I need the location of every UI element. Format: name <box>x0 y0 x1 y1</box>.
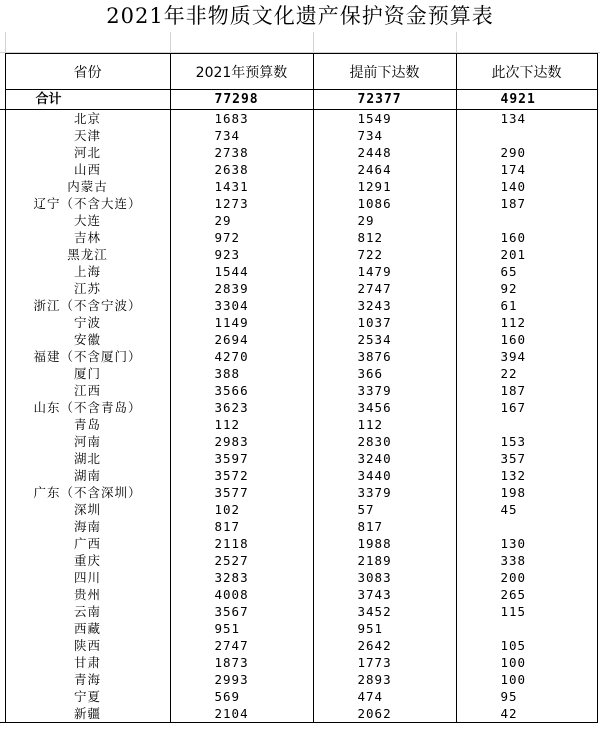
table-row <box>0 280 597 297</box>
table-row <box>0 552 597 569</box>
province-cell[interactable]: 北京 <box>5 110 170 128</box>
province-cell[interactable]: 宁波 <box>5 314 170 331</box>
province-cell[interactable]: 吉林 <box>5 229 170 246</box>
advance-cell[interactable]: 812 <box>313 229 456 246</box>
advance-cell[interactable]: 951 <box>313 620 456 637</box>
advance-cell[interactable]: 2534 <box>313 331 456 348</box>
province-cell[interactable]: 内蒙古 <box>5 178 170 195</box>
table-row <box>0 467 597 484</box>
current-cell[interactable]: 45 <box>456 501 597 518</box>
province-cell[interactable]: 浙江（不含宁波） <box>5 297 170 314</box>
header-cell-budget[interactable]: 2021年预算数 <box>170 54 313 90</box>
header-cell-current[interactable]: 此次下达数 <box>456 54 597 90</box>
advance-cell[interactable]: 3083 <box>313 569 456 586</box>
total-advance-cell[interactable]: 72377 <box>313 90 456 110</box>
table-row <box>0 569 597 586</box>
table-row <box>0 671 597 688</box>
budget-cell[interactable]: 923 <box>170 246 313 263</box>
current-cell[interactable]: 160 <box>456 331 597 348</box>
budget-cell[interactable]: 2638 <box>170 161 313 178</box>
advance-cell[interactable]: 2062 <box>313 705 456 723</box>
advance-cell[interactable]: 3240 <box>313 450 456 467</box>
province-cell[interactable]: 广东（不含深圳） <box>5 484 170 501</box>
table-row <box>0 586 597 603</box>
province-cell[interactable]: 福建（不含厦门） <box>5 348 170 365</box>
table-row <box>0 518 597 535</box>
current-cell[interactable]: 100 <box>456 671 597 688</box>
current-cell[interactable] <box>456 518 597 535</box>
advance-cell[interactable]: 29 <box>313 212 456 229</box>
advance-cell[interactable]: 2642 <box>313 637 456 654</box>
province-cell[interactable]: 天津 <box>5 127 170 144</box>
budget-cell[interactable]: 2738 <box>170 144 313 161</box>
current-cell[interactable]: 61 <box>456 297 597 314</box>
table-row <box>0 178 597 195</box>
table-row <box>0 637 597 654</box>
budget-cell[interactable]: 3597 <box>170 450 313 467</box>
advance-cell[interactable]: 2747 <box>313 280 456 297</box>
budget-cell[interactable]: 388 <box>170 365 313 382</box>
budget-cell[interactable]: 2747 <box>170 637 313 654</box>
budget-cell[interactable]: 1544 <box>170 263 313 280</box>
sheet-title: 2021年非物质文化遗产保护资金预算表 <box>106 4 494 28</box>
province-cell[interactable]: 四川 <box>5 569 170 586</box>
province-cell[interactable]: 西藏 <box>5 620 170 637</box>
current-cell[interactable]: 112 <box>456 314 597 331</box>
advance-cell[interactable]: 3440 <box>313 467 456 484</box>
current-cell[interactable]: 92 <box>456 280 597 297</box>
budget-cell[interactable]: 1273 <box>170 195 313 212</box>
current-cell[interactable]: 132 <box>456 467 597 484</box>
budget-cell[interactable]: 3567 <box>170 603 313 620</box>
header-row <box>0 54 597 90</box>
table-row <box>0 297 597 314</box>
current-cell[interactable]: 22 <box>456 365 597 382</box>
budget-cell[interactable]: 2527 <box>170 552 313 569</box>
total-current-cell[interactable]: 4921 <box>456 90 597 110</box>
header-cell-province[interactable]: 省份 <box>5 54 170 90</box>
table-row <box>0 110 597 128</box>
current-cell[interactable]: 200 <box>456 569 597 586</box>
province-cell[interactable]: 云南 <box>5 603 170 620</box>
budget-cell[interactable]: 1431 <box>170 178 313 195</box>
advance-cell[interactable]: 3379 <box>313 382 456 399</box>
current-cell[interactable] <box>456 620 597 637</box>
advance-cell[interactable]: 734 <box>313 127 456 144</box>
advance-cell[interactable]: 3452 <box>313 603 456 620</box>
advance-cell[interactable]: 1773 <box>313 654 456 671</box>
budget-cell[interactable]: 1873 <box>170 654 313 671</box>
province-cell[interactable]: 江西 <box>5 382 170 399</box>
total-row <box>0 90 597 110</box>
budget-cell[interactable]: 3577 <box>170 484 313 501</box>
budget-cell[interactable]: 112 <box>170 416 313 433</box>
advance-cell[interactable]: 3743 <box>313 586 456 603</box>
budget-cell[interactable]: 3623 <box>170 399 313 416</box>
table-row <box>0 399 597 416</box>
province-cell[interactable]: 上海 <box>5 263 170 280</box>
budget-cell[interactable]: 1683 <box>170 110 313 128</box>
advance-cell[interactable]: 474 <box>313 688 456 705</box>
current-cell[interactable]: 174 <box>456 161 597 178</box>
advance-cell[interactable]: 57 <box>313 501 456 518</box>
province-cell[interactable]: 黑龙江 <box>5 246 170 263</box>
budget-cell[interactable]: 951 <box>170 620 313 637</box>
table-row <box>0 365 597 382</box>
current-cell[interactable]: 100 <box>456 654 597 671</box>
current-cell[interactable]: 167 <box>456 399 597 416</box>
table-row <box>0 348 597 365</box>
province-cell[interactable]: 山西 <box>5 161 170 178</box>
province-cell[interactable]: 新疆 <box>5 705 170 723</box>
advance-cell[interactable]: 366 <box>313 365 456 382</box>
budget-cell[interactable]: 2104 <box>170 705 313 723</box>
table-row <box>0 263 597 280</box>
current-cell[interactable] <box>456 416 597 433</box>
table-row <box>0 229 597 246</box>
table-row <box>0 127 597 144</box>
province-cell[interactable]: 安徽 <box>5 331 170 348</box>
budget-cell[interactable]: 4008 <box>170 586 313 603</box>
current-cell[interactable]: 290 <box>456 144 597 161</box>
province-cell[interactable]: 辽宁（不含大连） <box>5 195 170 212</box>
advance-cell[interactable]: 2189 <box>313 552 456 569</box>
province-cell[interactable]: 深圳 <box>5 501 170 518</box>
budget-cell[interactable]: 1149 <box>170 314 313 331</box>
table-row <box>0 161 597 178</box>
province-cell[interactable]: 青岛 <box>5 416 170 433</box>
advance-cell[interactable]: 1086 <box>313 195 456 212</box>
budget-cell[interactable]: 972 <box>170 229 313 246</box>
budget-cell[interactable]: 3283 <box>170 569 313 586</box>
empty-grid-row[interactable] <box>0 32 600 53</box>
table-row <box>0 535 597 552</box>
current-cell[interactable]: 357 <box>456 450 597 467</box>
advance-cell[interactable]: 1037 <box>313 314 456 331</box>
advance-cell[interactable]: 112 <box>313 416 456 433</box>
budget-cell[interactable]: 734 <box>170 127 313 144</box>
province-cell[interactable]: 湖北 <box>5 450 170 467</box>
province-cell[interactable]: 湖南 <box>5 467 170 484</box>
budget-cell[interactable]: 3572 <box>170 467 313 484</box>
budget-cell[interactable]: 3566 <box>170 382 313 399</box>
table-row <box>0 212 597 229</box>
province-cell[interactable]: 广西 <box>5 535 170 552</box>
current-cell[interactable]: 338 <box>456 552 597 569</box>
advance-cell[interactable]: 3876 <box>313 348 456 365</box>
advance-cell[interactable]: 1549 <box>313 110 456 128</box>
province-cell[interactable]: 青海 <box>5 671 170 688</box>
advance-cell[interactable]: 2464 <box>313 161 456 178</box>
table-row <box>0 382 597 399</box>
current-cell[interactable]: 134 <box>456 110 597 128</box>
current-cell[interactable]: 95 <box>456 688 597 705</box>
table-row <box>0 416 597 433</box>
current-cell[interactable]: 130 <box>456 535 597 552</box>
province-cell[interactable]: 甘肃 <box>5 654 170 671</box>
advance-cell[interactable]: 1291 <box>313 178 456 195</box>
current-cell[interactable]: 153 <box>456 433 597 450</box>
table-row <box>0 501 597 518</box>
table-row <box>0 144 597 161</box>
table-row <box>0 195 597 212</box>
budget-cell[interactable]: 2694 <box>170 331 313 348</box>
current-cell[interactable]: 198 <box>456 484 597 501</box>
total-budget-cell[interactable]: 77298 <box>170 90 313 110</box>
current-cell[interactable]: 160 <box>456 229 597 246</box>
budget-cell[interactable]: 2983 <box>170 433 313 450</box>
table-row <box>0 331 597 348</box>
province-cell[interactable]: 海南 <box>5 518 170 535</box>
advance-cell[interactable]: 3379 <box>313 484 456 501</box>
budget-cell[interactable]: 2839 <box>170 280 313 297</box>
current-cell[interactable]: 201 <box>456 246 597 263</box>
province-cell[interactable]: 贵州 <box>5 586 170 603</box>
current-cell[interactable]: 394 <box>456 348 597 365</box>
total-label-cell[interactable]: 合计 <box>5 90 170 110</box>
table-row <box>0 603 597 620</box>
advance-cell[interactable]: 2830 <box>313 433 456 450</box>
current-cell[interactable]: 115 <box>456 603 597 620</box>
advance-cell[interactable]: 3456 <box>313 399 456 416</box>
advance-cell[interactable]: 2448 <box>313 144 456 161</box>
province-cell[interactable]: 河北 <box>5 144 170 161</box>
province-cell[interactable]: 重庆 <box>5 552 170 569</box>
current-cell[interactable]: 65 <box>456 263 597 280</box>
province-cell[interactable]: 大连 <box>5 212 170 229</box>
table-row <box>0 450 597 467</box>
current-cell[interactable] <box>456 127 597 144</box>
budget-cell[interactable]: 3304 <box>170 297 313 314</box>
current-cell[interactable]: 187 <box>456 195 597 212</box>
budget-table <box>0 53 598 723</box>
table-row <box>0 620 597 637</box>
province-cell[interactable]: 宁夏 <box>5 688 170 705</box>
table-row <box>0 433 597 450</box>
advance-cell[interactable]: 3243 <box>313 297 456 314</box>
table-row <box>0 314 597 331</box>
table-row <box>0 705 597 723</box>
province-cell[interactable]: 厦门 <box>5 365 170 382</box>
current-cell[interactable]: 187 <box>456 382 597 399</box>
budget-cell[interactable]: 29 <box>170 212 313 229</box>
budget-cell[interactable]: 4270 <box>170 348 313 365</box>
current-cell[interactable]: 140 <box>456 178 597 195</box>
budget-cell[interactable]: 817 <box>170 518 313 535</box>
budget-cell[interactable]: 2993 <box>170 671 313 688</box>
province-cell[interactable]: 河南 <box>5 433 170 450</box>
province-cell[interactable]: 江苏 <box>5 280 170 297</box>
current-cell[interactable]: 42 <box>456 705 597 723</box>
current-cell[interactable]: 265 <box>456 586 597 603</box>
advance-cell[interactable]: 817 <box>313 518 456 535</box>
advance-cell[interactable]: 2893 <box>313 671 456 688</box>
province-cell[interactable]: 陕西 <box>5 637 170 654</box>
table-row <box>0 654 597 671</box>
current-cell[interactable] <box>456 212 597 229</box>
table-row <box>0 246 597 263</box>
advance-cell[interactable]: 722 <box>313 246 456 263</box>
advance-cell[interactable]: 1479 <box>313 263 456 280</box>
province-cell[interactable]: 山东（不含青岛） <box>5 399 170 416</box>
advance-cell[interactable]: 1988 <box>313 535 456 552</box>
budget-cell[interactable]: 2118 <box>170 535 313 552</box>
budget-cell[interactable]: 102 <box>170 501 313 518</box>
table-row <box>0 688 597 705</box>
current-cell[interactable]: 105 <box>456 637 597 654</box>
budget-cell[interactable]: 569 <box>170 688 313 705</box>
header-cell-advance[interactable]: 提前下达数 <box>313 54 456 90</box>
table-row <box>0 484 597 501</box>
